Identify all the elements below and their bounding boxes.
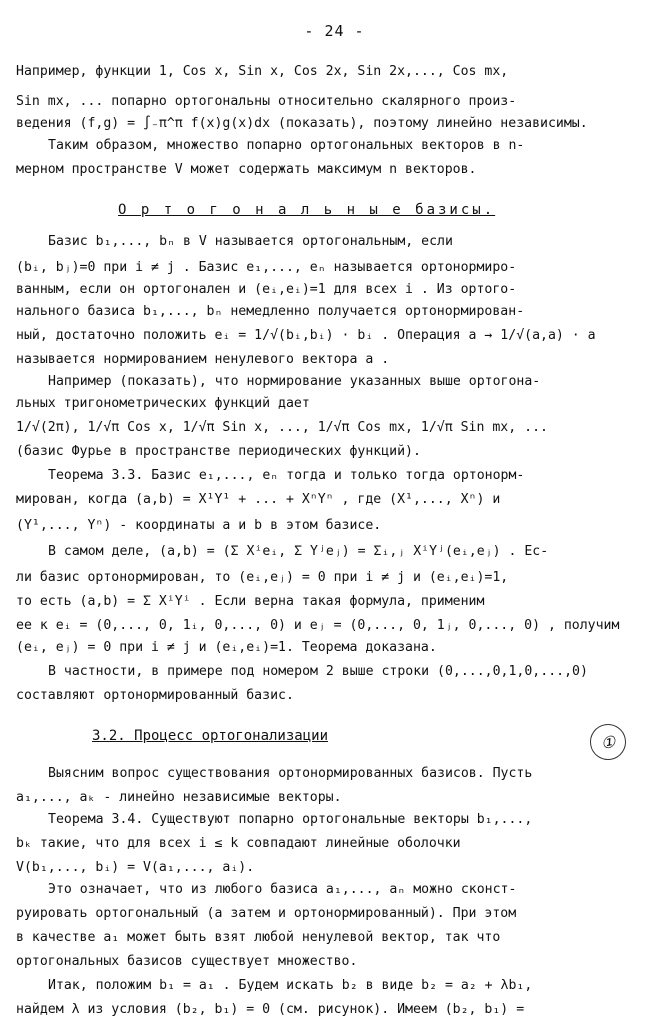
text-line: руировать ортогональный (а затем и ортонормированный). При этом — [16, 906, 517, 921]
text-line: (bᵢ, bⱼ)=0 при i ≠ j . Базис e₁,..., eₙ называется ортонормиро- — [16, 260, 517, 275]
formula-line: 1/√(2π), 1/√π Cos x, 1/√π Sin x, ..., 1/√π Cos mx, 1/√π Sin mx, ... — [16, 420, 548, 435]
text-line: найдем λ из условия (b₂, b₁) = 0 (см. рисунок). Имеем (b₂, b₁) = — [16, 1002, 525, 1017]
text-line: Базис b₁,..., bₙ в V называется ортогональным, если — [48, 234, 453, 249]
text-line: льных тригонометрических функций дает — [16, 396, 310, 411]
text-line: ный, достаточно положить eᵢ = 1/√(bᵢ,bᵢ) · bᵢ . Операция a → 1/√(a,a) · a — [16, 328, 596, 343]
section-heading: О р т о г о н а л ь н ы е базисы. — [118, 202, 496, 218]
text-line: Например, функции 1, Cos x, Sin x, Cos 2x, Sin 2x,..., Cos mx, — [16, 64, 509, 79]
text-line: ведения (f,g) = ∫₋π^π f(x)g(x)dx (показать), поэтому линейно независимы. — [16, 116, 588, 131]
text-line: то есть (a,b) = Σ XⁱYⁱ . Если верна такая формула, применим — [16, 594, 485, 609]
text-line: В самом деле, (a,b) = (Σ Xⁱeᵢ, Σ Yʲeⱼ) = Σᵢ,ⱼ XⁱYʲ(eᵢ,eⱼ) . Ес- — [48, 544, 549, 559]
text-line: называется нормированием ненулевого вектора a . — [16, 352, 390, 367]
text-line: ортогональных базисов существует множество. — [16, 954, 358, 969]
text-line: ее к eᵢ = (0,..., 0, 1ᵢ, 0,..., 0) и eⱼ = (0,..., 0, 1ⱼ, 0,..., 0) , получим — [16, 618, 620, 633]
text-line: a₁,..., aₖ - линейно независимые векторы. — [16, 790, 342, 805]
page-number: - 24 - — [304, 22, 365, 40]
text-line: Это означает, что из любого базиса a₁,..., aₙ можно сконст- — [48, 882, 517, 897]
text-line: нального базиса b₁,..., bₙ немедленно получается ортонормирован- — [16, 304, 525, 319]
text-line: в качестве a₁ может быть взят любой ненулевой вектор, так что — [16, 930, 501, 945]
text-line: bₖ такие, что для всех i ≤ k совпадают линейные оболочки — [16, 836, 461, 851]
text-line: мерном пространстве V может содержать максимум n векторов. — [16, 162, 477, 177]
margin-mark: ① — [587, 721, 629, 763]
text-line: V(b₁,..., bᵢ) = V(a₁,..., aᵢ). — [16, 860, 255, 875]
text-line: мирован, когда (a,b) = X¹Y¹ + ... + XⁿYⁿ , где (X¹,..., Xⁿ) и — [16, 492, 501, 507]
text-line: (базис Фурье в пространстве периодических функций). — [16, 444, 421, 459]
theorem-line: Теорема 3.3. Базис e₁,..., eₙ тогда и только тогда ортонорм- — [48, 468, 525, 483]
text-line: ванным, если он ортогонален и (eᵢ,eᵢ)=1 для всех i . Из ортого- — [16, 282, 517, 297]
text-line: Итак, положим b₁ = a₁ . Будем искать b₂ в виде b₂ = a₂ + λb₁, — [48, 978, 533, 993]
text-line: Например (показать), что нормирование указанных выше ортогона- — [48, 374, 541, 389]
text-line: (Y¹,..., Yⁿ) - координаты a и b в этом базисе. — [16, 518, 382, 533]
section-heading: 3.2. Процесс ортогонализации — [92, 728, 329, 744]
text-line: составляют ортонормированный базис. — [16, 688, 294, 703]
text-line: Sin mx, ... попарно ортогональны относительно скалярного произ- — [16, 94, 517, 109]
text-line: В частности, в примере под номером 2 выше строки (0,...,0,1,0,...,0) — [48, 664, 588, 679]
text-line: Выясним вопрос существования ортонормированных базисов. Пусть — [48, 766, 533, 781]
text-line: ли базис ортонормирован, то (eᵢ,eⱼ) = 0 при i ≠ j и (eᵢ,eᵢ)=1, — [16, 570, 509, 585]
text-line: (eᵢ, eⱼ) = 0 при i ≠ j и (eᵢ,eᵢ)=1. Теорема доказана. — [16, 640, 437, 655]
theorem-line: Теорема 3.4. Существуют попарно ортогональные векторы b₁,..., — [48, 812, 533, 827]
text-line: Таким образом, множество попарно ортогональных векторов в n- — [48, 138, 525, 153]
